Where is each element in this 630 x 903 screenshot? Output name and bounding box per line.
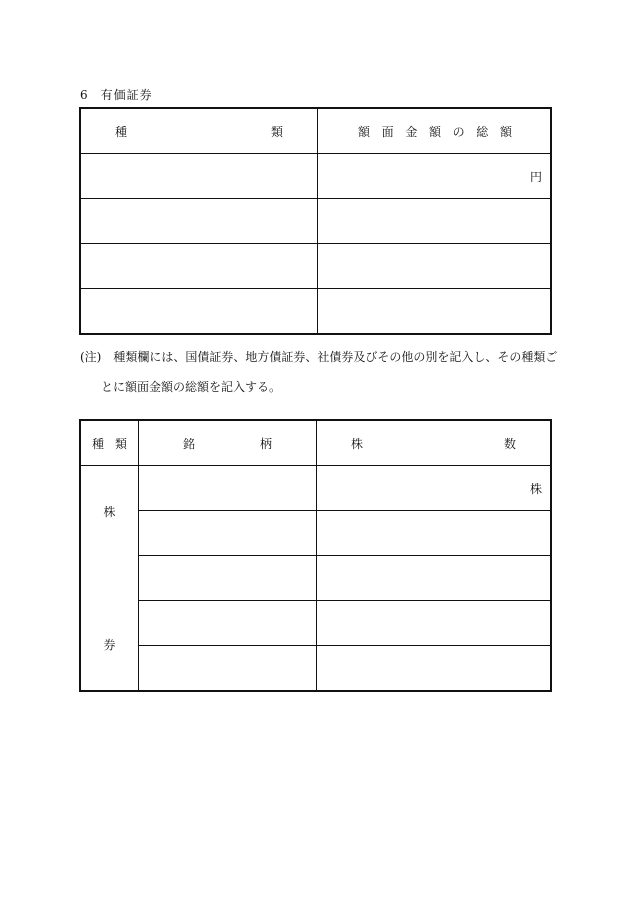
type-cell[interactable] xyxy=(80,289,318,335)
table-header-row xyxy=(80,420,551,466)
header-char: 金 xyxy=(405,124,418,139)
shares-cell[interactable] xyxy=(317,646,552,692)
table-row xyxy=(80,601,551,646)
face-value-cell[interactable] xyxy=(318,199,552,244)
table-row xyxy=(80,154,551,199)
stock-group-label xyxy=(80,466,139,692)
header-char: 類 xyxy=(114,436,127,451)
header-char: 額 xyxy=(358,124,371,139)
header-kind xyxy=(80,420,139,466)
header-type-char: 種 xyxy=(115,124,128,139)
section-title-text: 有価証券 xyxy=(100,88,153,102)
header-char: 種 xyxy=(92,436,105,451)
brand-cell[interactable] xyxy=(139,511,317,556)
header-char: 銘 xyxy=(183,436,196,451)
section-number: 6 xyxy=(80,88,89,102)
table-header-row xyxy=(80,108,551,154)
shares-cell[interactable] xyxy=(317,466,552,511)
shares-cell[interactable] xyxy=(317,601,552,646)
face-value-cell[interactable] xyxy=(318,289,552,335)
header-char: 総 xyxy=(476,124,489,139)
note-text-1: 種類欄には、国債証券、地方債証券、社債券及びその他の別を記入し、その種類ご xyxy=(113,350,558,364)
table-row xyxy=(80,289,551,335)
securities-table xyxy=(79,107,552,335)
section-title xyxy=(80,86,153,103)
group-label-char: 株 xyxy=(103,505,116,519)
type-cell[interactable] xyxy=(80,154,318,199)
unit-yen: 円 xyxy=(529,170,542,184)
header-char: 数 xyxy=(503,436,516,451)
face-value-cell[interactable] xyxy=(318,244,552,289)
header-face-value-total xyxy=(318,108,552,154)
table-row xyxy=(80,556,551,601)
table-row xyxy=(80,646,551,692)
header-brand xyxy=(139,420,317,466)
unit-shares: 株 xyxy=(529,482,542,496)
shares-cell[interactable] xyxy=(317,511,552,556)
brand-cell[interactable] xyxy=(139,466,317,511)
face-value-cell[interactable] xyxy=(318,154,552,199)
type-cell[interactable] xyxy=(80,244,318,289)
header-shares xyxy=(317,420,552,466)
table-row xyxy=(80,511,551,556)
group-label-char: 券 xyxy=(103,638,116,652)
header-char: 株 xyxy=(351,436,364,451)
header-char: 柄 xyxy=(259,436,272,451)
table-row xyxy=(80,466,551,511)
brand-cell[interactable] xyxy=(139,601,317,646)
header-char: 額 xyxy=(428,124,441,139)
header-type xyxy=(80,108,318,154)
table-row xyxy=(80,244,551,289)
type-cell[interactable] xyxy=(80,199,318,244)
shares-cell[interactable] xyxy=(317,556,552,601)
note-label: (注) xyxy=(80,350,102,364)
header-char: の xyxy=(452,124,465,139)
brand-cell[interactable] xyxy=(139,556,317,601)
stock-table xyxy=(79,419,552,692)
header-type-char: 類 xyxy=(270,124,283,139)
header-char: 面 xyxy=(381,124,394,139)
note-line-1 xyxy=(80,342,560,372)
table-row xyxy=(80,199,551,244)
note xyxy=(80,342,560,402)
note-line-2: とに額面金額の総額を記入する。 xyxy=(101,380,282,394)
brand-cell[interactable] xyxy=(139,646,317,692)
header-char: 額 xyxy=(499,124,512,139)
